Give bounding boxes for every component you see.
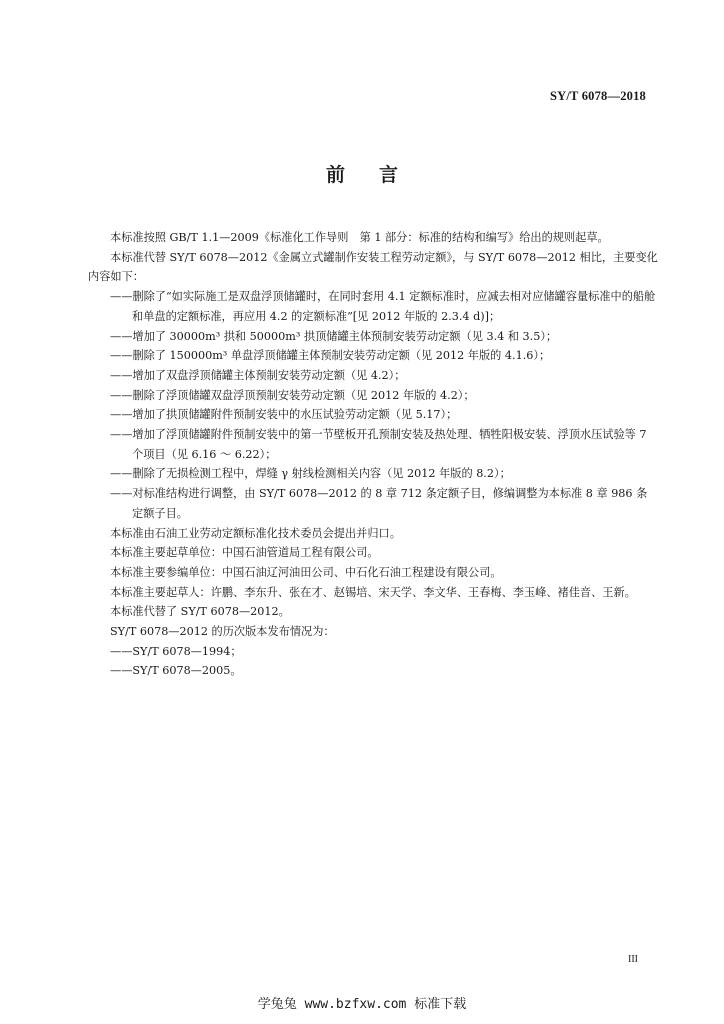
foreword-body	[88, 228, 658, 681]
list-item: ——SY/T 6078—2005。	[110, 664, 242, 678]
list-item: ——增加了双盘浮顶储罐主体预制安装劳动定额（见 4.2）；	[110, 368, 406, 382]
paragraph: 本标准按照 GB/T 1.1—2009《标准化工作导则 第 1 部分：标准的结构和编写》给出的规则起草。	[110, 231, 609, 244]
list-item: ——删除了“如实际施工是双盘浮顶储罐时，在同时套用 4.1 定额标准时，应减去相对应储罐容量标准中的船舱和单盘的定额标准，再应用 4.2 的定额标准”[见 2012 年版的 2.3.4 d)]；	[110, 290, 656, 323]
page-title: 前言	[325, 164, 432, 186]
list-item: ——SY/T 6078—1994；	[110, 644, 242, 658]
list-item: ——删除了无损检测工程中，焊缝 γ 射线检测相关内容（见 2012 年版的 8.2）；	[110, 467, 511, 481]
list-item: ——增加了 30000m³ 拱和 50000m³ 拱顶储罐主体预制安装劳动定额（见 3.4 和 3.5）；	[110, 329, 558, 343]
list-item: ——删除了浮顶储罐双盘浮顶预制安装劳动定额（见 2012 年版的 4.2）；	[110, 388, 475, 402]
list-item: ——删除了 150000m³ 单盘浮顶储罐主体预制安装劳动定额（见 2012 年版的 4.1.6）；	[110, 349, 551, 363]
paragraph: 本标准代替了 SY/T 6078—2012。	[110, 605, 290, 619]
paragraph: SY/T 6078—2012 的历次版本发布情况为：	[110, 625, 335, 639]
list-item: ——增加了浮顶储罐附件预制安装中的第一节壁板开孔预制安装及热处理、牺牲阳极安装、浮顶水压试验等 7 个项目（见 6.16 ～ 6.22）；	[110, 428, 647, 461]
standard-code: SY/T 6078—2018	[550, 89, 646, 103]
paragraph: 本标准主要起草单位：中国石油管道局工程有限公司。	[110, 546, 379, 560]
paragraph: 本标准代替 SY/T 6078—2012《金属立式罐制作安装工程劳动定额》，与 SY/T 6078—2012 相比，主要变化内容如下：	[88, 250, 658, 284]
list-item: ——增加了拱顶储罐附件预制安装中的水压试验劳动定额（见 5.17）；	[110, 408, 458, 422]
list-item: ——对标准结构进行调整，由 SY/T 6078—2012 的 8 章 712 条定额子目，修编调整为本标准 8 章 986 条定额子目。	[110, 487, 648, 520]
paragraph: 本标准由石油工业劳动定额标准化技术委员会提出并归口。	[110, 526, 401, 540]
page-number: III	[628, 954, 638, 965]
paragraph: 本标准主要起草人：许鹏、李东升、张在才、赵锡培、宋天学、李文华、王春梅、李玉峰、褚佳音、王新。	[110, 585, 636, 599]
footer-watermark: 学兔兔 www.bzfxw.com 标准下载	[257, 997, 467, 1012]
paragraph: 本标准主要参编单位：中国石油辽河油田公司、中石化石油工程建设有限公司。	[110, 565, 502, 579]
